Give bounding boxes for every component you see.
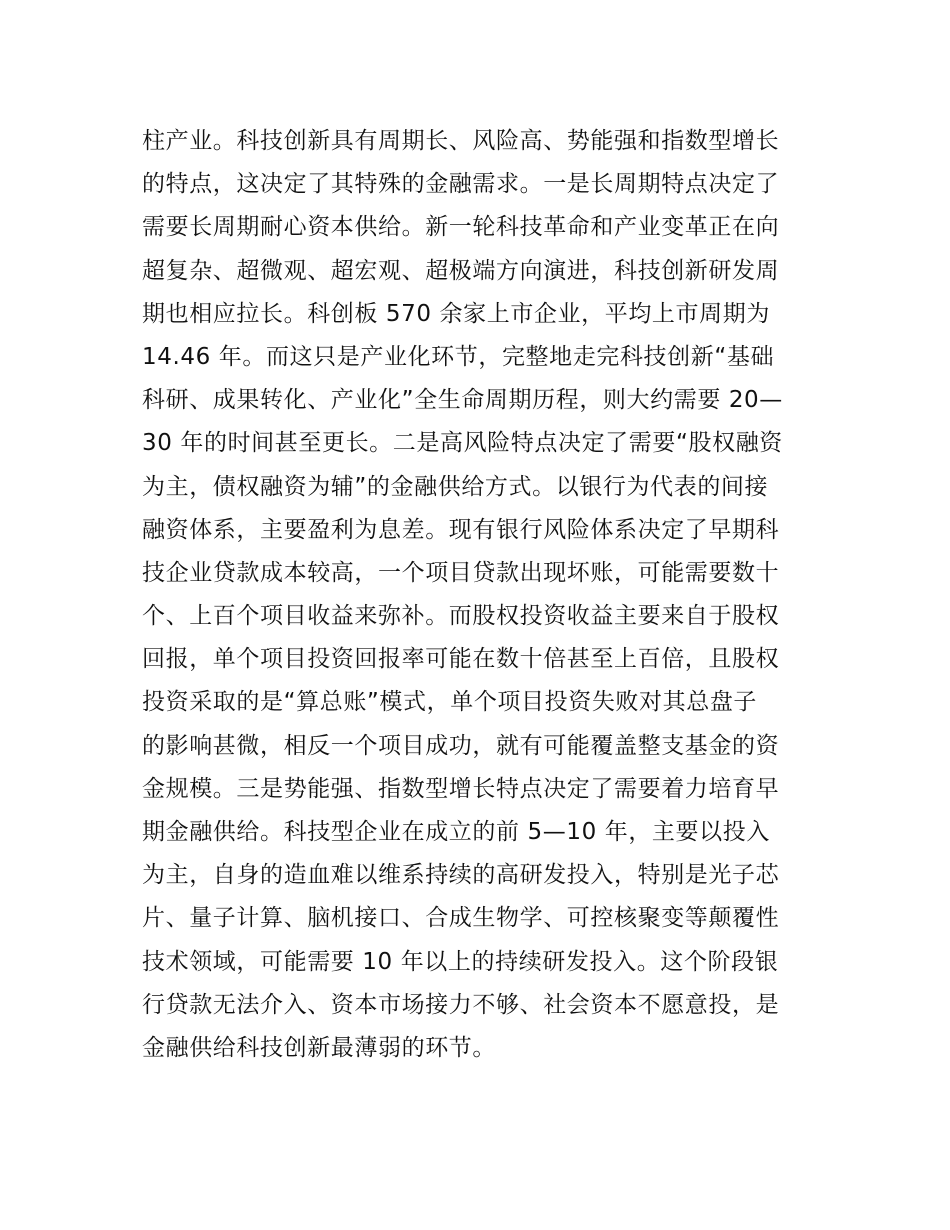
text-line: 金规模。三是势能强、指数型增长特点决定了需要着力培育早	[142, 775, 780, 802]
text-line: 期也相应拉长。科创板 570 余家上市企业，平均上市周期为	[142, 300, 770, 327]
text-line: 融资体系，主要盈利为息差。现有银行风险体系决定了早期科	[142, 516, 780, 543]
text-line: 行贷款无法介入、资本市场接力不够、社会资本不愿意投，是	[142, 991, 780, 1018]
text-line: 30 年的时间甚至更长。二是高风险特点决定了需要“股权融资	[142, 430, 783, 457]
text-line: 片、量子计算、脑机接口、合成生物学、可控核聚变等颠覆性	[142, 905, 780, 932]
text-line: 的影响甚微，相反一个项目成功，就有可能覆盖整支基金的资	[142, 732, 780, 759]
text-line: 柱产业。科技创新具有周期长、风险高、势能强和指数型增长	[142, 128, 780, 154]
text-line: 为主，债权融资为辅”的金融供给方式。以银行为代表的间接	[142, 473, 769, 500]
text-line: 金融供给科技创新最薄弱的环节。	[142, 1034, 496, 1061]
text-line: 超复杂、超微观、超宏观、超极端方向演进，科技创新研发周	[142, 257, 780, 284]
text-line: 的特点，这决定了其特殊的金融需求。一是长周期特点决定了	[142, 171, 780, 198]
text-line: 期金融供给。科技型企业在成立的前 5—10 年，主要以投入	[142, 819, 770, 845]
text-line: 投资采取的是“算总账”模式，单个项目投资失败对其总盘子	[142, 689, 758, 716]
body-paragraph	[142, 120, 822, 1070]
text-line: 为主，自身的造血难以维系持续的高研发投入，特别是光子芯	[142, 862, 780, 889]
text-line: 回报，单个项目投资回报率可能在数十倍甚至上百倍，且股权	[142, 646, 780, 673]
text-line: 个、上百个项目收益来弥补。而股权投资收益主要来自于股权	[142, 603, 780, 630]
text-line: 科研、成果转化、产业化”全生命周期历程，则大约需要 20—	[142, 387, 783, 414]
text-line: 14.46 年。而这只是产业化环节，完整地走完科技创新“基础	[142, 343, 775, 370]
text-line: 技企业贷款成本较高，一个项目贷款出现坏账，可能需要数十	[142, 559, 780, 586]
text-line: 技术领域，可能需要 10 年以上的持续研发投入。这个阶段银	[142, 948, 779, 975]
text-line: 需要长周期耐心资本供给。新一轮科技革命和产业变革正在向	[142, 214, 780, 241]
